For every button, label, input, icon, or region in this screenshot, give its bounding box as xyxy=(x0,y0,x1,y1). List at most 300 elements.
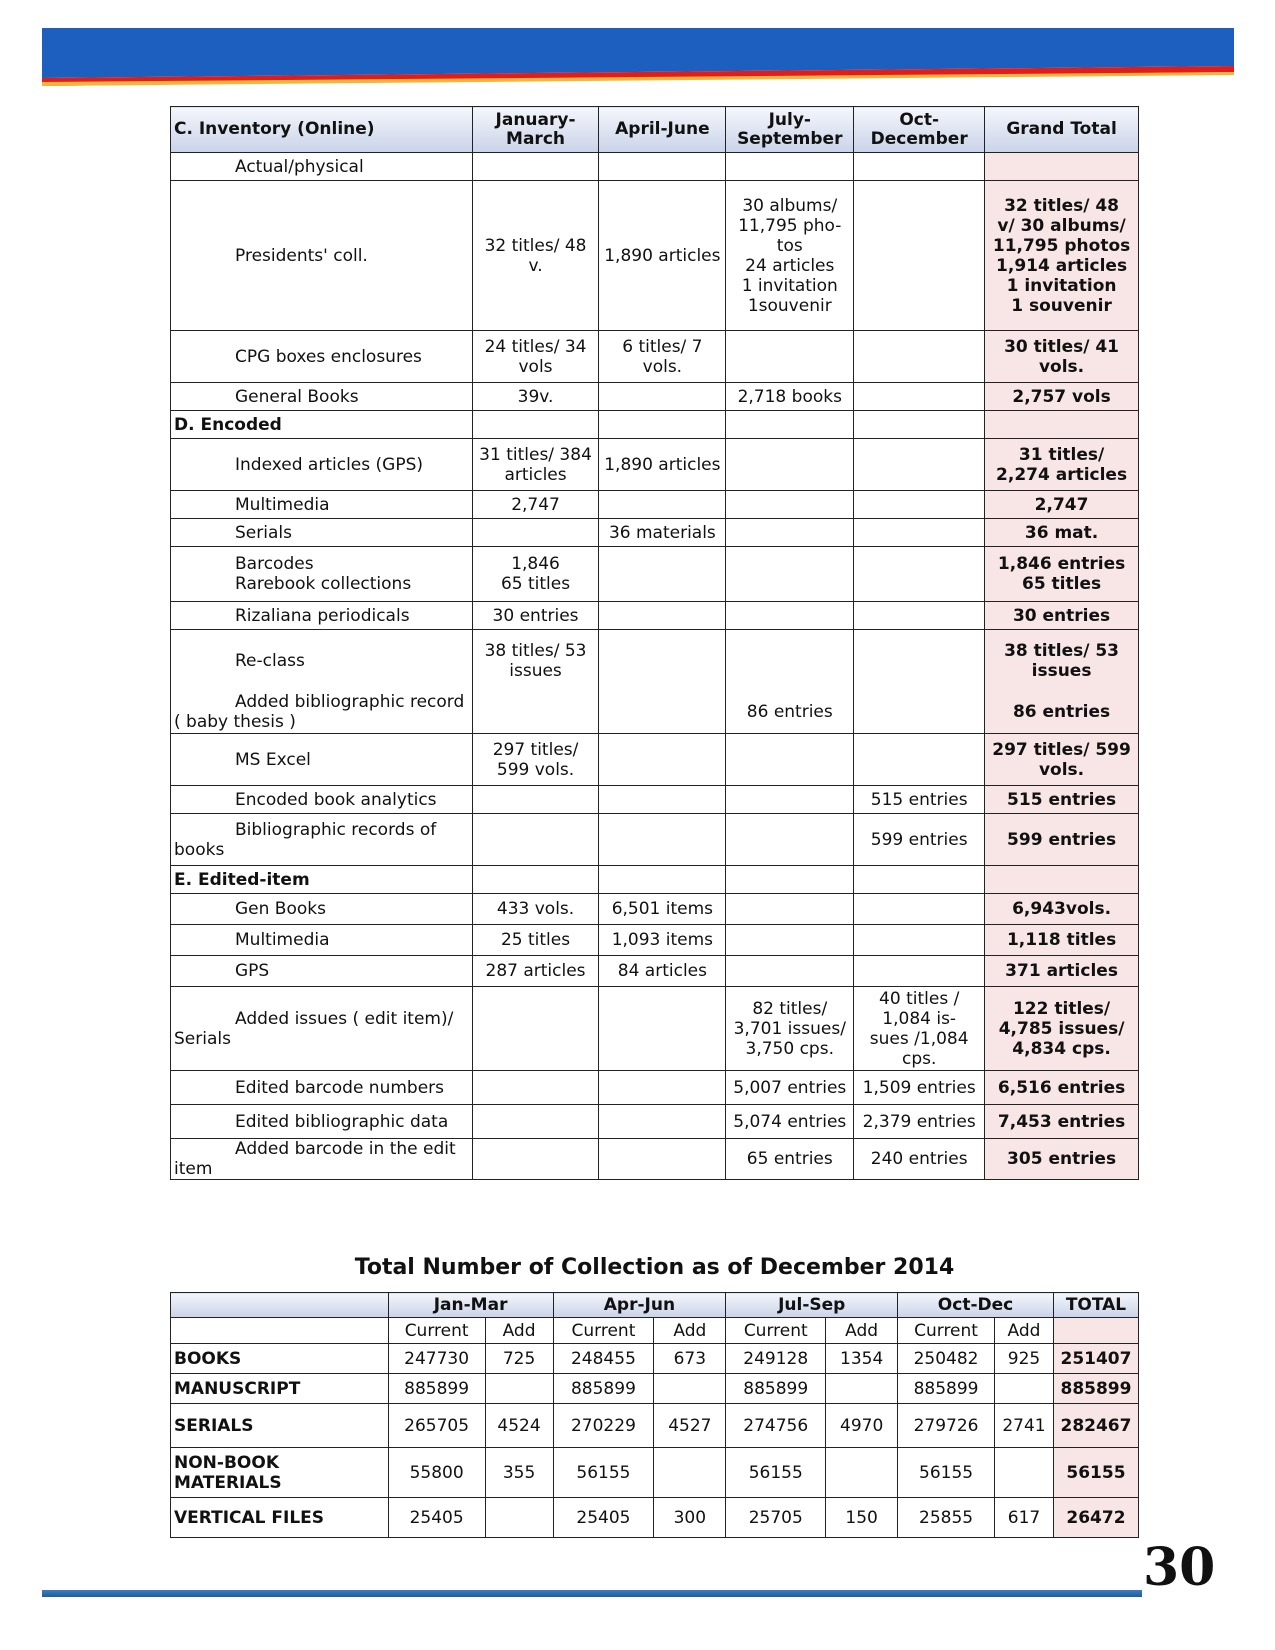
table-cell xyxy=(726,1105,854,1139)
grand-total-cell xyxy=(985,1139,1139,1180)
table-cell: 25705 xyxy=(726,1498,826,1538)
row-label xyxy=(171,153,473,181)
row-label xyxy=(171,1498,389,1538)
table-cell xyxy=(854,866,985,894)
cell-line: 82 titles/ xyxy=(752,998,828,1019)
cell-line: SERIALS xyxy=(174,1415,254,1436)
table-cell xyxy=(472,153,599,181)
table-cell xyxy=(854,1139,985,1180)
total-cell xyxy=(1053,1318,1138,1344)
section-label: D. Encoded xyxy=(171,411,473,439)
table-cell xyxy=(599,519,726,547)
table-cell: 355 xyxy=(485,1448,553,1498)
cell-line: 11,795 pho- xyxy=(738,215,842,236)
cell-line: 30 albums/ xyxy=(742,195,838,216)
cell-line: 297 titles/ xyxy=(492,739,579,760)
row-label xyxy=(171,519,473,547)
cell-line: v/ 30 albums/ xyxy=(997,215,1126,236)
cell-line: issues xyxy=(509,661,562,681)
table-cell xyxy=(472,987,599,1071)
row-label xyxy=(171,814,473,866)
table-row xyxy=(171,547,1139,602)
cell-line: 4,785 issues/ xyxy=(998,1018,1125,1039)
row-label-line: item xyxy=(174,1159,213,1179)
table-cell xyxy=(472,925,599,956)
table-cell xyxy=(171,1318,389,1344)
table-cell xyxy=(472,331,599,383)
row-label-line: Added issues ( edit item)/ xyxy=(235,1008,454,1029)
cell-line: 36 materials xyxy=(608,522,716,543)
cell-line: 84 articles xyxy=(617,961,707,981)
cell-line: vols. xyxy=(1038,759,1085,780)
cell-line: 31 titles/ 384 xyxy=(479,444,592,465)
row-label xyxy=(171,1448,389,1498)
row-label xyxy=(171,439,473,491)
row-label xyxy=(171,1374,389,1404)
cell-line: tos xyxy=(776,235,803,256)
cell-line: 1 souvenir xyxy=(1011,295,1112,316)
table-cell: 885899 xyxy=(898,1374,995,1404)
grand-total-cell xyxy=(985,153,1139,181)
table-cell: 1354 xyxy=(826,1344,898,1374)
cell-line: 433 vols. xyxy=(496,899,575,919)
table-row xyxy=(171,1071,1139,1105)
row-label-line: Added bibliographic record xyxy=(235,692,465,712)
cell-line: vols xyxy=(518,356,553,377)
header-oct-dec: Oct- December xyxy=(854,107,985,153)
table-cell: 4527 xyxy=(654,1404,726,1448)
cell-line: 1,846 entries xyxy=(997,554,1126,574)
grand-total-cell xyxy=(985,439,1139,491)
row-label xyxy=(171,734,473,786)
table-cell xyxy=(472,814,599,866)
subheader-current: Current xyxy=(553,1318,654,1344)
table-cell xyxy=(472,547,599,602)
header-blank xyxy=(171,1293,389,1318)
table-cell: 2741 xyxy=(995,1404,1054,1448)
table-cell xyxy=(599,1105,726,1139)
table-cell xyxy=(599,786,726,814)
row-label xyxy=(171,181,473,331)
cell-line: Presidents' coll. xyxy=(235,245,368,266)
cell-line: 24 titles/ 34 xyxy=(484,336,587,357)
cell-line: 1souvenir xyxy=(747,295,832,316)
cell-line: articles xyxy=(504,464,567,485)
cell-line: 599 vols. xyxy=(496,759,575,780)
cell-line: GPS xyxy=(235,961,270,981)
table-cell xyxy=(726,1139,854,1180)
table-cell xyxy=(472,383,599,411)
table-cell xyxy=(854,411,985,439)
table-cell xyxy=(726,894,854,925)
total-cell: 26472 xyxy=(1053,1498,1138,1538)
row-label xyxy=(171,894,473,925)
table-cell xyxy=(472,411,599,439)
table-cell xyxy=(826,1448,898,1498)
table-cell xyxy=(826,1374,898,1404)
row-label xyxy=(171,491,473,519)
cell-line: 599 entries xyxy=(870,829,968,850)
row-label xyxy=(171,383,473,411)
table-cell: 673 xyxy=(654,1344,726,1374)
grand-total-cell xyxy=(985,547,1139,602)
table-cell: 617 xyxy=(995,1498,1054,1538)
table-row xyxy=(171,1498,1139,1538)
row-label xyxy=(171,630,473,734)
total-cell: 251407 xyxy=(1053,1344,1138,1374)
grand-total-lower: 86 entries xyxy=(1012,702,1111,722)
table-row xyxy=(171,181,1139,331)
grand-total-cell xyxy=(985,630,1139,734)
cell-line: 5,007 entries xyxy=(733,1077,847,1098)
table-row xyxy=(171,1105,1139,1139)
table-cell xyxy=(995,1374,1054,1404)
table-cell xyxy=(726,491,854,519)
cell-line: 1,093 items xyxy=(611,930,714,950)
table-cell xyxy=(995,1448,1054,1498)
header-quarter: Oct-Dec xyxy=(898,1293,1054,1318)
cell-line: 1,509 entries xyxy=(862,1077,976,1098)
cell-line: 6,501 items xyxy=(611,899,714,919)
table-cell xyxy=(599,925,726,956)
row-label xyxy=(171,1105,473,1139)
table-cell xyxy=(599,866,726,894)
grand-total-cell xyxy=(985,181,1139,331)
grand-total-cell xyxy=(985,987,1139,1071)
subheader-current: Current xyxy=(726,1318,826,1344)
table-cell: 274756 xyxy=(726,1404,826,1448)
cell-line: NON-BOOK xyxy=(174,1452,279,1473)
header-jan-mar: January- March xyxy=(472,107,599,153)
table-cell xyxy=(854,925,985,956)
table-cell xyxy=(599,602,726,630)
table-cell xyxy=(854,547,985,602)
cell-line: Multimedia xyxy=(235,494,330,515)
section-label: E. Edited-item xyxy=(171,866,473,894)
cell-line: v. xyxy=(528,255,543,276)
row-label xyxy=(171,1404,389,1448)
table-cell xyxy=(726,925,854,956)
table-cell xyxy=(472,630,599,734)
cell-line: MANUSCRIPT xyxy=(174,1378,301,1399)
cell-line: 305 entries xyxy=(1007,1149,1117,1169)
table-cell: 925 xyxy=(995,1344,1054,1374)
total-cell: 282467 xyxy=(1053,1404,1138,1448)
cell-line: 6,516 entries xyxy=(997,1077,1126,1098)
cell-line: 2,747 xyxy=(511,494,560,515)
grand-total-cell xyxy=(985,1105,1139,1139)
table-cell xyxy=(472,519,599,547)
table-row xyxy=(171,987,1139,1071)
row-label xyxy=(171,987,473,1071)
table-cell: 4524 xyxy=(485,1404,553,1448)
grand-total-cell xyxy=(985,925,1139,956)
cell-line: 65 titles xyxy=(1021,574,1102,594)
cell-line: CPG boxes enclosures xyxy=(235,346,422,367)
cell-line: 515 entries xyxy=(1007,789,1117,810)
cell-line: 65 entries xyxy=(746,1149,833,1169)
row-label xyxy=(171,547,473,602)
table-cell xyxy=(599,331,726,383)
table-cell xyxy=(472,786,599,814)
table-cell xyxy=(599,411,726,439)
table-row xyxy=(171,1139,1139,1180)
subheader-add: Add xyxy=(654,1318,726,1344)
cell-line: 1,914 articles xyxy=(996,255,1128,276)
cell-line: Gen Books xyxy=(235,899,326,919)
table-row xyxy=(171,383,1139,411)
grand-total-cell xyxy=(985,519,1139,547)
collection-table xyxy=(170,1292,1139,1538)
row-label-line: ( baby thesis ) xyxy=(174,712,296,732)
row-label xyxy=(171,602,473,630)
table-cell: 150 xyxy=(826,1498,898,1538)
table-cell xyxy=(854,181,985,331)
table-cell xyxy=(854,956,985,987)
header-quarter: Apr-Jun xyxy=(553,1293,726,1318)
table-cell xyxy=(726,786,854,814)
cell-line: 4,834 cps. xyxy=(1012,1038,1111,1059)
table-cell: 25405 xyxy=(388,1498,485,1538)
subheader-add: Add xyxy=(826,1318,898,1344)
cell-line: 31 titles/ xyxy=(1018,444,1105,465)
table-cell xyxy=(726,547,854,602)
table-cell xyxy=(472,1105,599,1139)
table-row xyxy=(171,1448,1139,1498)
cell-line: BOOKS xyxy=(174,1348,242,1369)
cell-line: 1,890 articles xyxy=(604,454,721,475)
table-row xyxy=(171,1344,1139,1374)
collection-table-title: Total Number of Collection as of December 2014 xyxy=(354,1255,955,1280)
table-row xyxy=(171,894,1139,925)
cell-line: 32 titles/ 48 xyxy=(484,235,587,256)
table-cell xyxy=(854,894,985,925)
cell-line: vols. xyxy=(642,356,683,377)
table-cell xyxy=(854,814,985,866)
table-cell xyxy=(854,630,985,734)
grand-total-cell xyxy=(985,734,1139,786)
table-cell xyxy=(854,439,985,491)
cell-line: Serials xyxy=(235,522,292,543)
cell-line: 65 titles xyxy=(500,574,571,594)
subheader-add: Add xyxy=(485,1318,553,1344)
table-cell: 250482 xyxy=(898,1344,995,1374)
table-cell xyxy=(854,383,985,411)
table-row xyxy=(171,519,1139,547)
table-cell xyxy=(472,1139,599,1180)
cell-line: Edited barcode numbers xyxy=(235,1077,445,1098)
row-label xyxy=(171,331,473,383)
cell-line: 36 mat. xyxy=(1024,522,1099,543)
cell-line: sues /1,084 xyxy=(869,1028,969,1049)
row-label xyxy=(171,1071,473,1105)
table-cell xyxy=(726,331,854,383)
table-cell xyxy=(654,1374,726,1404)
table-cell xyxy=(599,987,726,1071)
cell-line: Encoded book analytics xyxy=(235,789,437,810)
table-cell xyxy=(854,786,985,814)
table-cell xyxy=(726,181,854,331)
cell-line: Rarebook collections xyxy=(235,574,412,594)
cell-line: 38 titles/ 53 xyxy=(1004,641,1120,661)
table-cell: 247730 xyxy=(388,1344,485,1374)
table-cell xyxy=(854,491,985,519)
table-cell xyxy=(485,1498,553,1538)
table-cell xyxy=(599,153,726,181)
cell-line: 11,795 photos xyxy=(992,235,1131,256)
table-cell xyxy=(726,602,854,630)
grand-total-cell xyxy=(985,383,1139,411)
table-cell xyxy=(726,866,854,894)
cell-line: 30 entries xyxy=(1012,605,1111,626)
cell-line: MATERIALS xyxy=(174,1472,282,1493)
table-row xyxy=(171,1404,1139,1448)
section-row xyxy=(171,411,1139,439)
cell-line: Barcodes xyxy=(235,554,314,574)
row-label xyxy=(171,786,473,814)
table-cell: 55800 xyxy=(388,1448,485,1498)
row-label-line: Re-class xyxy=(235,651,305,671)
table-cell xyxy=(726,439,854,491)
cell-line: 2,379 entries xyxy=(862,1111,976,1132)
table-row xyxy=(171,734,1139,786)
table-cell xyxy=(854,1071,985,1105)
table-row xyxy=(171,602,1139,630)
subheader-row xyxy=(171,1318,1139,1344)
subheader-add: Add xyxy=(995,1318,1054,1344)
table-cell: 300 xyxy=(654,1498,726,1538)
table-cell xyxy=(599,956,726,987)
cell-line: 39v. xyxy=(517,386,554,407)
header-total: TOTAL xyxy=(1053,1293,1138,1318)
table-cell xyxy=(726,519,854,547)
table-cell xyxy=(726,411,854,439)
table-cell xyxy=(472,1071,599,1105)
table-cell: 56155 xyxy=(553,1448,654,1498)
table-cell xyxy=(726,814,854,866)
row-label xyxy=(171,956,473,987)
table-cell xyxy=(472,956,599,987)
cell-line: 1,846 xyxy=(511,554,560,574)
table-cell xyxy=(472,734,599,786)
table-row xyxy=(171,491,1139,519)
cell-line: General Books xyxy=(235,386,359,407)
header-apr-jun: April-June xyxy=(599,107,726,153)
cell-line: Edited bibliographic data xyxy=(235,1111,449,1132)
table-cell xyxy=(854,331,985,383)
cell-line: Multimedia xyxy=(235,930,330,950)
table-cell xyxy=(599,630,726,734)
header-grand-total: Grand Total xyxy=(985,107,1139,153)
table-cell xyxy=(599,814,726,866)
table-cell xyxy=(654,1448,726,1498)
table-cell xyxy=(472,491,599,519)
table-cell xyxy=(472,439,599,491)
table-row xyxy=(171,956,1139,987)
grand-total-cell xyxy=(985,331,1139,383)
table-cell xyxy=(726,956,854,987)
table-cell xyxy=(472,866,599,894)
table-row xyxy=(171,1374,1139,1404)
table-cell: 279726 xyxy=(898,1404,995,1448)
total-cell: 885899 xyxy=(1053,1374,1138,1404)
table-row xyxy=(171,814,1139,866)
cell-line: 24 articles xyxy=(745,255,835,276)
cell-line: VERTICAL FILES xyxy=(174,1507,325,1528)
subheader-current: Current xyxy=(898,1318,995,1344)
cell-line: 6,943vols. xyxy=(1012,899,1112,919)
cell-line: 371 articles xyxy=(1005,961,1118,981)
cell-line: 5,074 entries xyxy=(733,1111,847,1132)
table-cell: 248455 xyxy=(553,1344,654,1374)
table-row xyxy=(171,630,1139,734)
subheader-current: Current xyxy=(388,1318,485,1344)
table-cell xyxy=(854,734,985,786)
cell-line: 2,747 xyxy=(1034,494,1089,515)
table-cell xyxy=(726,153,854,181)
cell-line: 297 titles/ 599 xyxy=(992,739,1131,760)
cell-line: 515 entries xyxy=(870,789,968,810)
cell-line: 240 entries xyxy=(870,1149,968,1169)
table-row xyxy=(171,439,1139,491)
table-cell xyxy=(599,491,726,519)
cell-line: 40 titles / xyxy=(879,988,960,1009)
grand-total-cell xyxy=(985,866,1139,894)
cell-line: 1 invitation xyxy=(741,275,838,296)
header-section: C. Inventory (Online) xyxy=(171,107,473,153)
cell-line: issues xyxy=(1031,661,1092,681)
row-label-line: Serials xyxy=(174,1028,231,1049)
table-cell xyxy=(854,153,985,181)
grand-total-cell xyxy=(985,1071,1139,1105)
grand-total-cell xyxy=(985,894,1139,925)
cell-line: 1,084 is- xyxy=(882,1008,957,1029)
table-cell: 25855 xyxy=(898,1498,995,1538)
table-cell xyxy=(599,734,726,786)
cell-line: 6 titles/ 7 xyxy=(622,336,703,357)
table-row xyxy=(171,786,1139,814)
table-cell: 4970 xyxy=(826,1404,898,1448)
table-cell xyxy=(472,602,599,630)
cell-line: Rizaliana periodicals xyxy=(235,605,410,626)
cell-line: 32 titles/ 48 xyxy=(1004,195,1120,216)
table-cell xyxy=(599,1139,726,1180)
table-cell xyxy=(599,1071,726,1105)
table-cell: 249128 xyxy=(726,1344,826,1374)
table-cell: 885899 xyxy=(388,1374,485,1404)
grand-total-cell xyxy=(985,411,1139,439)
table-cell xyxy=(726,734,854,786)
table-cell: 56155 xyxy=(898,1448,995,1498)
row-label xyxy=(171,1344,389,1374)
header-quarter: Jan-Mar xyxy=(388,1293,553,1318)
cell-line: 30 titles/ 41 xyxy=(1004,336,1120,357)
grand-total-cell xyxy=(985,602,1139,630)
grand-total-cell xyxy=(985,786,1139,814)
cell-line: 38 titles/ 53 xyxy=(484,641,587,661)
cell-line: 3,701 issues/ xyxy=(733,1018,846,1039)
cell-line: 1,118 titles xyxy=(1006,930,1117,950)
header-jul-sep: July- September xyxy=(726,107,854,153)
cell-line: Indexed articles (GPS) xyxy=(235,454,423,475)
cell-line: 7,453 entries xyxy=(997,1111,1126,1132)
cell-line: cps. xyxy=(901,1048,937,1069)
grand-total-cell xyxy=(985,956,1139,987)
cell-line: 1 invitation xyxy=(1006,275,1117,296)
table-cell xyxy=(726,630,854,734)
cell-line: 25 titles xyxy=(500,930,571,950)
table-cell xyxy=(854,602,985,630)
